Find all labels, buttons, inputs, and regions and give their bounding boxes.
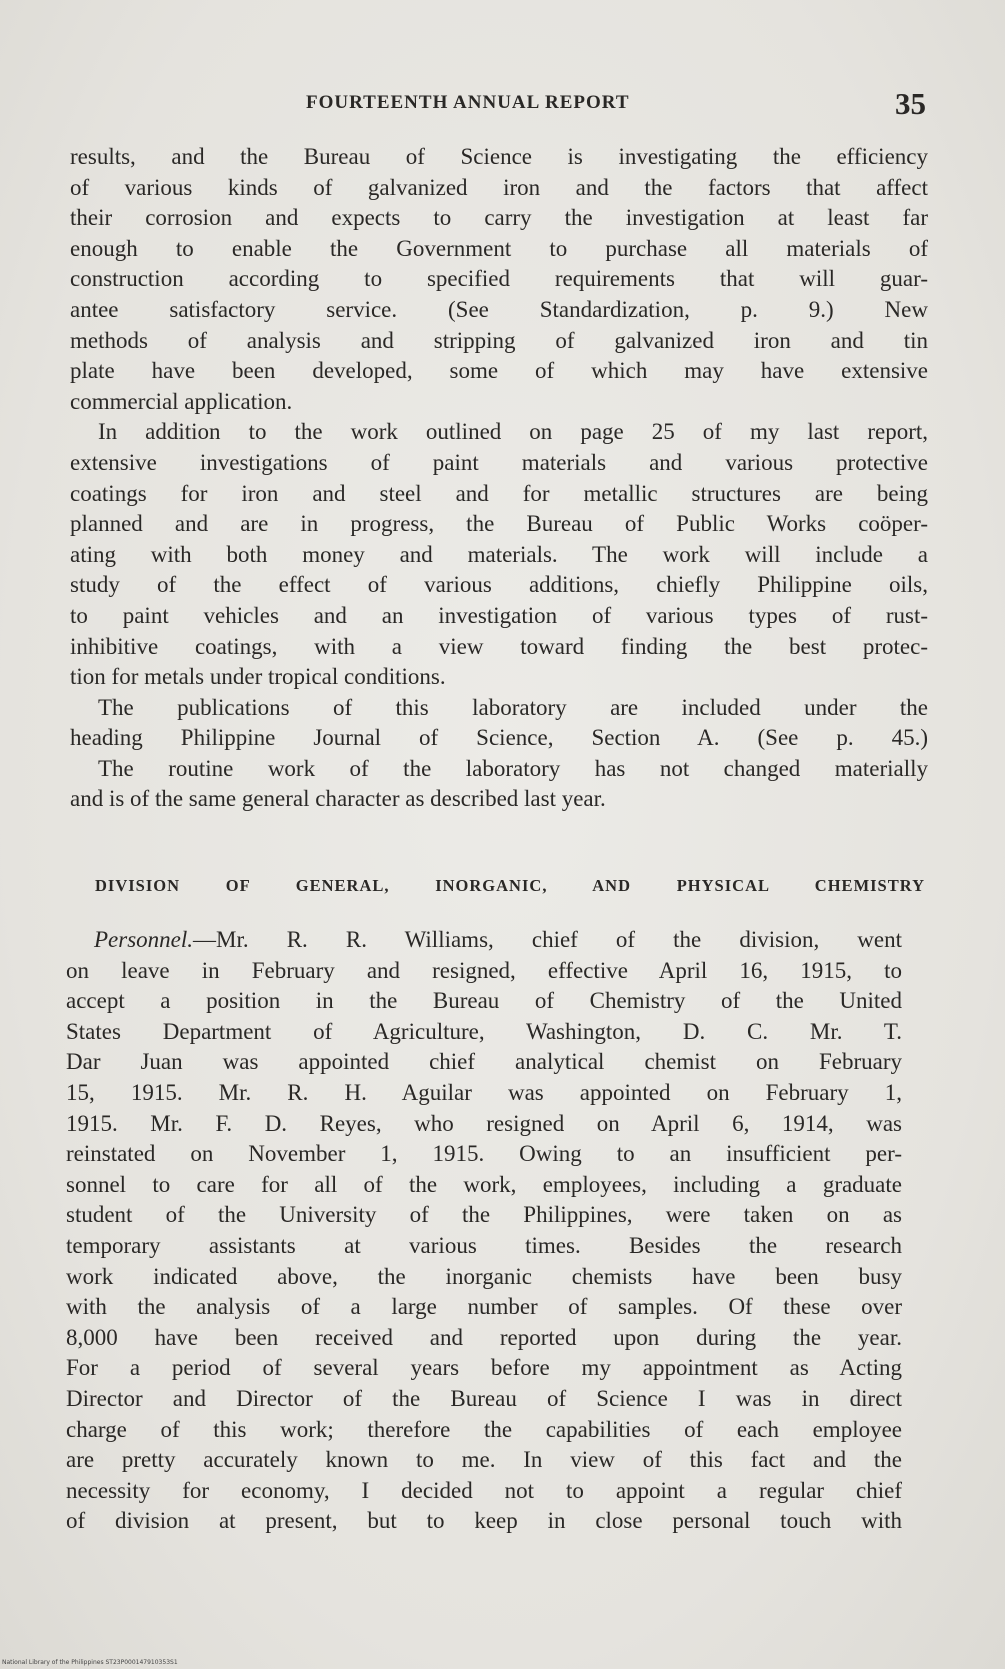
text-line: antee satisfactory service. (See Standardization, p. 9.) New — [70, 296, 928, 322]
text-line: work indicated above, the inorganic chemists have been busy — [66, 1263, 902, 1289]
section-heading: DIVISION OF GENERAL, INORGANIC, AND PHYSICAL CHEMISTRY — [95, 876, 925, 895]
text-line: In addition to the work outlined on page 25 of my last report, — [98, 419, 928, 445]
text-line: of division at present, but to keep in close personal touch with — [66, 1508, 902, 1534]
text-line: results, and the Bureau of Science is investigating the efficiency — [70, 144, 928, 169]
text-line: are pretty accurately known to me. In view of this fact and the — [66, 1447, 902, 1473]
text-line: enough to enable the Government to purchase all materials of — [70, 235, 928, 261]
text-line: methods of analysis and stripping of galvanized iron and tin — [70, 327, 928, 353]
text-line: necessity for economy, I decided not to appoint a regular chief — [66, 1477, 902, 1503]
body-text-top — [70, 142, 928, 815]
text-line: extensive investigations of paint materials and various protective — [70, 449, 928, 475]
page-number: 35 — [895, 86, 926, 121]
scan-footer-mark: National Library of the Philippines ST23P000147910353S1 — [2, 1659, 178, 1666]
text-line: commercial application. — [70, 388, 293, 414]
text-line: 1915. Mr. F. D. Reyes, who resigned on April 6, 1914, was — [66, 1110, 902, 1136]
text-line: study of the effect of various additions, chiefly Philippine oils, — [70, 572, 928, 598]
personnel-lead: Personnel. — [94, 927, 194, 952]
text-line: their corrosion and expects to carry the investigation at least far — [70, 205, 928, 231]
body-text-personnel — [66, 925, 902, 1537]
text-line: sonnel to care for all of the work, employees, including a graduate — [66, 1171, 902, 1197]
text-line: heading Philippine Journal of Science, Section A. (See p. 45.) — [70, 725, 928, 751]
running-header — [70, 86, 930, 126]
text-line: planned and are in progress, the Bureau of Public Works coöper- — [70, 511, 928, 537]
text-line: charge of this work; therefore the capabilities of each employee — [66, 1416, 902, 1442]
text-line: Dar Juan was appointed chief analytical chemist on February — [66, 1049, 902, 1075]
text-line: States Department of Agriculture, Washington, D. C. Mr. T. — [66, 1018, 902, 1044]
personnel-first-line: —Mr. R. R. Williams, chief of the division, went — [193, 927, 902, 952]
text-line: construction according to specified requirements that will guar- — [70, 266, 928, 292]
text-line: coatings for iron and steel and for metallic structures are being — [70, 480, 928, 506]
text-line: reinstated on November 1, 1915. Owing to an insufficient per- — [66, 1141, 902, 1167]
text-line: temporary assistants at various times. Besides the research — [66, 1232, 902, 1258]
text-line: 8,000 have been received and reported upon during the year. — [66, 1324, 902, 1350]
text-line: accept a position in the Bureau of Chemistry of the United — [66, 988, 902, 1014]
text-line: and is of the same general character as described last year. — [70, 786, 606, 812]
report-title: FOURTEENTH ANNUAL REPORT — [306, 92, 630, 113]
text-line: inhibitive coatings, with a view toward finding the best protec- — [70, 633, 928, 659]
text-line — [66, 925, 902, 956]
text-line: to paint vehicles and an investigation of various types of rust- — [70, 602, 928, 628]
text-line: Director and Director of the Bureau of Science I was in direct — [66, 1385, 902, 1411]
text-line: 15, 1915. Mr. R. H. Aguilar was appointed on February 1, — [66, 1079, 902, 1105]
text-line: ating with both money and materials. The work will include a — [70, 541, 928, 567]
text-line: plate have been developed, some of which may have extensive — [70, 358, 928, 384]
text-line: on leave in February and resigned, effective April 16, 1915, to — [66, 957, 902, 983]
text-line: tion for metals under tropical conditions. — [70, 664, 446, 690]
text-line: with the analysis of a large number of samples. Of these over — [66, 1294, 902, 1320]
text-line: For a period of several years before my appointment as Acting — [66, 1355, 902, 1381]
text-line: The routine work of the laboratory has not changed materially — [98, 755, 928, 781]
text-line: The publications of this laboratory are included under the — [98, 694, 928, 720]
text-line: student of the University of the Philippines, were taken on as — [66, 1202, 902, 1228]
text-line: of various kinds of galvanized iron and the factors that affect — [70, 174, 928, 200]
